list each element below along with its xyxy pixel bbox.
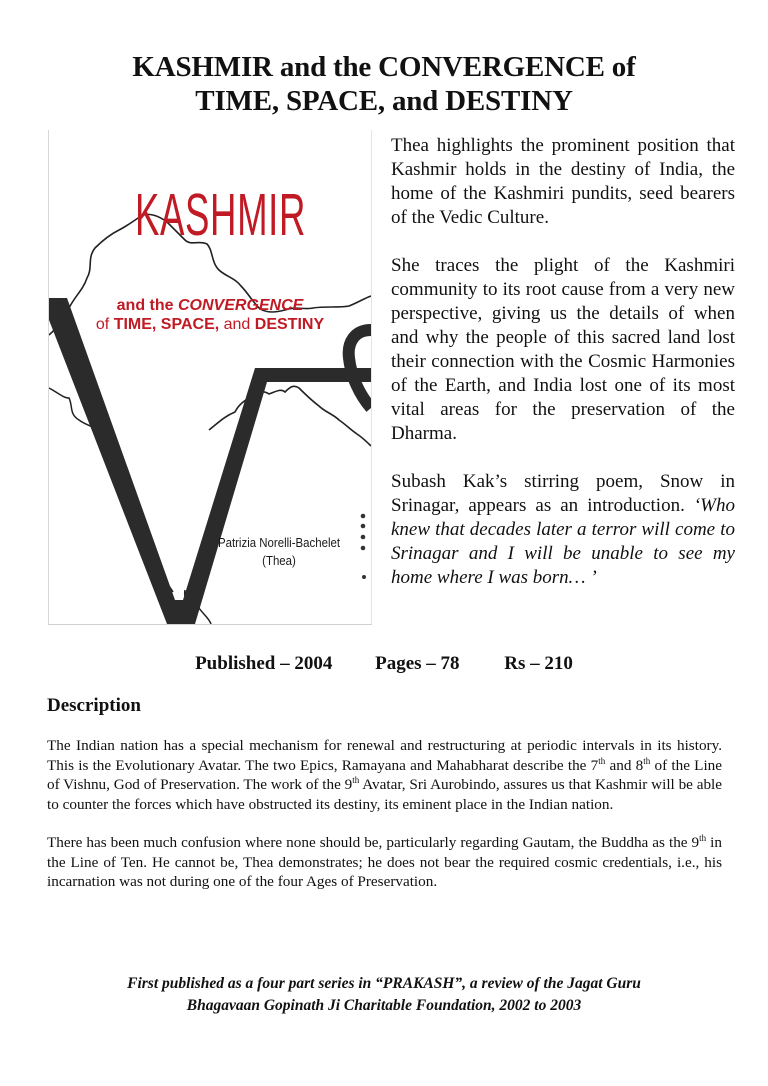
- publication-note: [0, 973, 768, 1017]
- cover-subtitle-part: TIME, SPACE,: [113, 316, 224, 333]
- ordinal-suffix: th: [643, 755, 651, 766]
- cover-author-name: Patrizia Norelli-Bachelet: [217, 535, 341, 550]
- blurb-intro-text: Subash Kak’s stirring poem, Snow in Srinagar, appears as an introduction.: [391, 471, 735, 516]
- page-count: Pages – 78: [375, 653, 460, 674]
- publication-note-line-1: First published as a four part series in “PRAKASH”, a review of the Jagat Guru: [127, 975, 641, 992]
- cover-dot: [362, 575, 366, 579]
- cover-subtitle-part: CONVERGENCE: [177, 297, 304, 314]
- book-meta: [0, 652, 768, 676]
- book-cover-image: [48, 130, 372, 625]
- cover-subtitle: [49, 296, 371, 334]
- cover-v-symbol: [49, 298, 371, 624]
- cover-dot: [361, 514, 366, 519]
- published-year: Published – 2004: [195, 653, 333, 674]
- price: Rs – 210: [504, 653, 573, 674]
- cover-subtitle-part: and: [223, 316, 255, 333]
- map-outline-east: [209, 386, 371, 446]
- description-paragraph: [47, 833, 722, 892]
- cover-author-alias: (Thea): [262, 553, 296, 568]
- cover-author: [209, 534, 350, 570]
- text-run: of the Line of Vishnu, God of Preservation. The work of the 9: [47, 756, 722, 793]
- cover-dot: [361, 546, 366, 551]
- text-run: There has been much confusion where none should be, particularly regarding Gautam, the Buddha as the 9: [47, 834, 700, 851]
- cover-dot: [361, 535, 366, 540]
- ordinal-suffix: th: [699, 833, 707, 843]
- cover-dot: [361, 524, 366, 529]
- blurb-paragraph: [391, 470, 735, 590]
- page-title: [0, 50, 768, 118]
- poem-quote: ‘Who knew that decades later a terror will come to Srinagar and I will be unable to see my home where I was born… ’: [391, 495, 735, 588]
- description-body: [47, 736, 722, 911]
- publication-note-line-2: Bhagavaan Gopinath Ji Charitable Foundation, 2002 to 2003: [186, 997, 582, 1014]
- page-title-line-2: TIME, SPACE, and DESTINY: [195, 85, 573, 117]
- ordinal-suffix: th: [352, 775, 360, 785]
- text-run: in the Line of Ten. He cannot be, Thea demonstrates; he does not bear the required cosmic credentials, i.e., his incarnation was not during one of the four Ages of Preservation.: [47, 834, 722, 890]
- cover-subtitle-part: and the: [116, 297, 178, 314]
- page-title-line-1: KASHMIR and the CONVERGENCE of: [132, 51, 636, 83]
- blurb-paragraph: Thea highlights the prominent position that Kashmir holds in the destiny of India, the home of the Kashmiri pundits, seed bearers of the Vedic Culture.: [391, 135, 735, 228]
- cover-subtitle-part: DESTINY: [254, 316, 325, 333]
- book-blurb: [391, 134, 735, 614]
- description-paragraph: [47, 736, 722, 814]
- text-run: and 8: [605, 756, 644, 774]
- cover-subtitle-part: of: [95, 316, 114, 333]
- text-run: Avatar, Sri Aurobindo, assures us that Kashmir will be able to counter the forces which have obstructed its destiny, its eminent place in the Indian nation.: [47, 776, 723, 813]
- cover-title: KASHMIR: [135, 182, 307, 248]
- description-heading: Description: [47, 695, 141, 716]
- text-run: The Indian nation has a special mechanism for renewal and restructuring at periodic intervals in its history. This is the Evolutionary Avatar. The two Epics, Ramayana and Mahabharat describe the 7: [47, 737, 722, 774]
- blurb-paragraph: She traces the plight of the Kashmiri community to its root cause from a very new perspective, giving us the details of when and why the people of this sacred land lost their connection with the Cosmic Harmonies of the Earth, and India lost one of its most vital areas for the preservation of the Dharma.: [391, 255, 735, 444]
- ordinal-suffix: th: [598, 755, 606, 766]
